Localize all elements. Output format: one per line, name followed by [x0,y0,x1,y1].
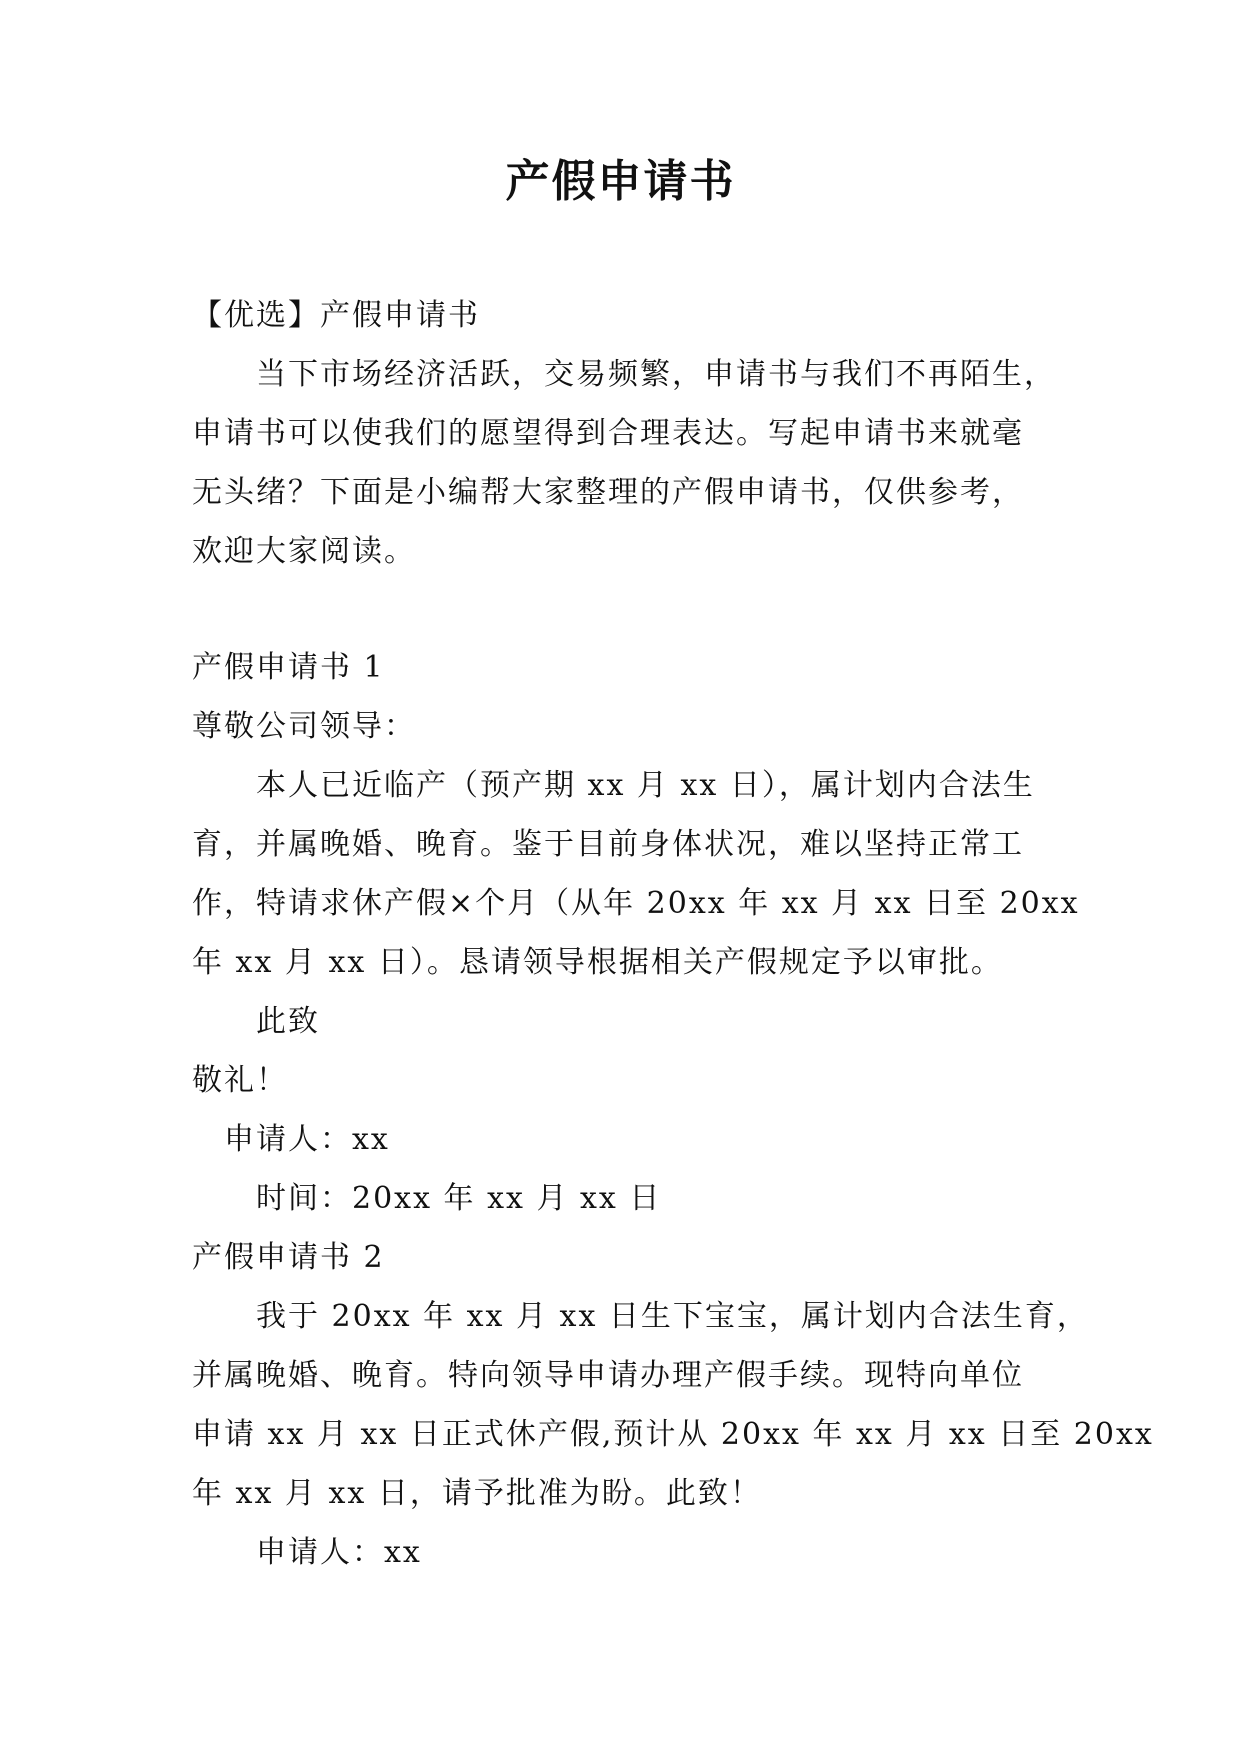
intro-paragraph-line: 欢迎大家阅读。 [192,534,416,569]
closing-line: 此致 [256,1004,320,1039]
intro-heading: 【优选】产假申请书 [192,298,480,333]
date-line: 时间：20xx 年 xx 月 xx 日 [256,1181,662,1216]
intro-paragraph-line: 申请书可以使我们的愿望得到合理表达。写起申请书来就毫 [192,416,1024,451]
body-paragraph-line: 年 xx 月 xx 日）。恳请领导根据相关产假规定予以审批。 [192,945,1003,980]
salutation: 尊敬公司领导： [192,709,416,744]
body-paragraph-line: 我于 20xx 年 xx 月 xx 日生下宝宝，属计划内合法生育， [256,1299,1089,1334]
applicant-line: 申请人：xx [256,1535,422,1570]
body-paragraph-line: 育，并属晚婚、晚育。鉴于目前身体状况，难以坚持正常工 [192,827,1024,862]
body-paragraph-line: 本人已近临产（预产期 xx 月 xx 日），属计划内合法生 [256,768,1035,803]
intro-paragraph-line: 无头绪？下面是小编帮大家整理的产假申请书，仅供参考， [192,475,1024,510]
section-heading-1: 产假申请书 1 [192,650,385,685]
document-title: 产假申请书 [505,156,736,207]
applicant-line: 申请人：xx [224,1122,390,1157]
body-paragraph-line: 并属晚婚、晚育。特向领导申请办理产假手续。现特向单位 [192,1358,1024,1393]
body-paragraph-line: 申请 xx 月 xx 日正式休产假,预计从 20xx 年 xx 月 xx 日至 20xx [192,1417,1154,1452]
intro-paragraph-line: 当下市场经济活跃，交易频繁，申请书与我们不再陌生， [256,357,1056,392]
closing-regards: 敬礼！ [192,1063,288,1098]
body-paragraph-line: 作，特请求休产假×个月（从年 20xx 年 xx 月 xx 日至 20xx [192,886,1080,921]
section-heading-2: 产假申请书 2 [192,1240,385,1275]
body-paragraph-line: 年 xx 月 xx 日，请予批准为盼。此致！ [192,1476,762,1511]
